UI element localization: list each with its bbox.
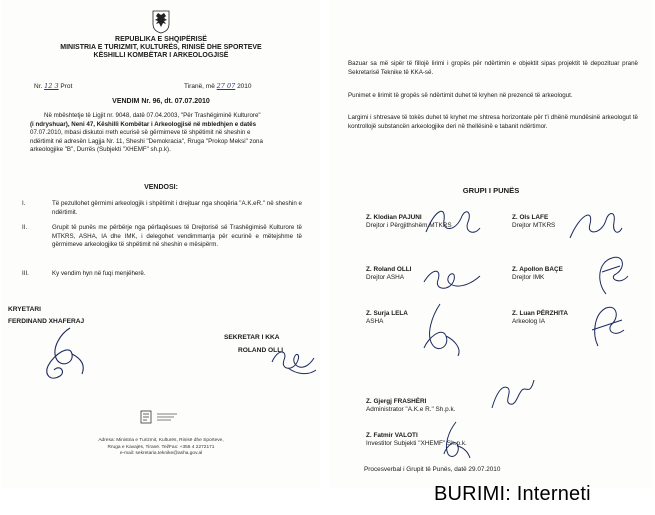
signature-perzhita-icon [584,300,630,350]
intro-line: Në mbështetje të Ligjit nr. 9048, datë 07.04.2003, "Për Trashëgiminë Kulturore" [44,112,261,119]
signature-pajuni-icon [422,202,482,240]
member-role: Drejtor IMK [512,274,545,281]
intro-line: arkeologjike "B", Durrës (Subjekti "XHEMF" sh.p.k). [30,146,171,154]
decision-number: II. [22,224,28,231]
member-block [512,266,563,282]
group-title: GRUPI I PUNËS [462,186,520,195]
member-name: Z. Apollon BAÇE [512,266,563,273]
footer-address [2,438,320,458]
header-republic: REPUBLIKA E SHQIPËRISË [115,36,207,43]
member-block [366,310,408,326]
decision-text: Të pezullohet gërmimi arkeologjik i shpëtimit i drejtuar nga shoqëria "A.K.eR." në sheshin e ndërtimit. [52,200,302,216]
intro-block [30,112,302,155]
paragraph: Bazuar sa më sipër të fillojë lirimi i gropës për ndërtimin e objektit sipas projektit të depozituar pranë Sekretarisë Teknike të KKA-së. [348,60,638,76]
footer-line: Rruga e Kavajës, Tiranë. Tel/Fax: +355 4 2272171 [107,444,215,450]
left-document-page [2,0,320,488]
chairman-title: KRYETARI [8,306,41,313]
signature-lela-icon [414,300,474,358]
right-document-page [330,0,652,488]
decides-heading: VENDOSI: [144,184,178,191]
date-prefix: Tiranë, më [184,83,215,90]
header-council: KËSHILLI KOMBËTAR I ARKEOLOGJISË [93,52,229,59]
date-year: 2010 [237,83,252,90]
date-line [184,82,252,91]
member-role: Drejtor ASHA [366,274,405,281]
intro-line: 07.07.2010, mbasi diskutoi rreth ecurisë së gërmimeve të shpëtimit në sheshin e [30,129,251,137]
member-name: Z. Gjergj FRASHËRI [366,398,427,405]
albania-eagle-crest-icon [151,10,171,34]
paragraph: Largimi i shtresave të tokës duhet të kryhet me shtresa horizontale për t'i dhënë mundësinë arkeologut të kontrollojë substancën arkeologjike deri në thellësinë e tabanit ndërtimor. [348,114,638,130]
member-role: Arkeolog IA [512,318,546,325]
header-ministry: MINISTRIA E TURIZMIT, KULTURËS, RINISË DHE SPORTEVE [60,44,262,51]
member-role: Drejtor i Përgjithshëm MTKRS [366,222,452,229]
ref-suffix: Prot [60,83,73,90]
right-footer: Procesverbal i Grupit të Punës, datë 29.07.2010 [364,466,501,473]
intro-line: ndërtimit në adresën Lagjja Nr. 11, Sheshi "Demokracia", Rruga "Prokop Meksi" zona [30,137,263,145]
decision-number: III. [22,270,29,277]
secretary-signature-icon [268,344,320,380]
signature-olli-icon [420,262,490,298]
intro-line: (i ndryshuar), Neni 47, Këshilli Kombëtar i Arkeologjisë në mbledhjen e datës [30,120,257,128]
member-role: ASHA [366,318,384,325]
signature-frasheri-icon [486,374,538,414]
member-name: Z. Surja LELA [366,310,408,317]
member-name: Z. Ols LAFE [512,214,549,221]
member-name: Z. Fatmir VALOTI [366,432,418,439]
ref-prefix: Nr. [34,83,43,90]
member-block [366,398,455,414]
ref-handwritten-number: 12 3 [44,82,59,90]
ministry-logo-icon [140,410,152,424]
footer-line: Adresa: Ministria e Turizmit, Kulturës, Rinisë dhe Sporteve, [98,438,224,443]
member-name: Z. Klodian PAJUNI [366,214,422,221]
footer-line: e-mail: sekretaria.teknike@asha.gov.al [119,451,203,457]
member-block [512,310,568,326]
member-block [366,266,411,282]
chairman-name: FERDINAND XHAFERAJ [8,318,85,325]
decision-title: VENDIM Nr. 96, dt. 07.07.2010 [112,98,210,105]
member-name: Z. Luan PËRZHITA [512,310,568,317]
chairman-signature-icon [30,324,100,386]
member-block [512,214,555,230]
decision-text: Grupit të punës me përbërje nga përfaqësues të Drejtorisë së Trashëgimisë Kulturore të MTKRS, ASHA, IA dhe IMK, i delegohet vendimmarrja për ecurinë e mëtejshme të gërmimeve arkeologjike të shpëtimit në sheshin e mësipërm. [52,224,302,249]
decision-number: I. [22,200,26,207]
date-handwritten: 27 07 [216,82,236,90]
signature-bace-icon [586,252,632,298]
member-role: Administrator "A.K.e R." Sh.p.k. [366,406,456,413]
ministry-wordmark-icon [156,412,178,422]
member-name: Z. Roland OLLI [366,266,412,273]
source-caption: BURIMI: Interneti [434,483,591,505]
signature-valoti-icon [434,418,474,460]
secretary-title: SEKRETAR I KKA [224,334,280,341]
paragraph: Punimet e lirimit të gropës së ndërtimit duhet të kryhen në prezencë të arkeologut. [348,92,573,99]
decision-text: Ky vendim hyn në fuqi menjëherë. [52,270,146,277]
signature-lafe-icon [564,204,624,244]
member-role: Investitor Subjekti "XHEMF" Sh.p.k. [366,440,467,447]
member-role: Drejtor MTKRS [512,222,556,229]
secretary-name: ROLAND OLLI [238,347,284,354]
reference-number [34,82,72,91]
